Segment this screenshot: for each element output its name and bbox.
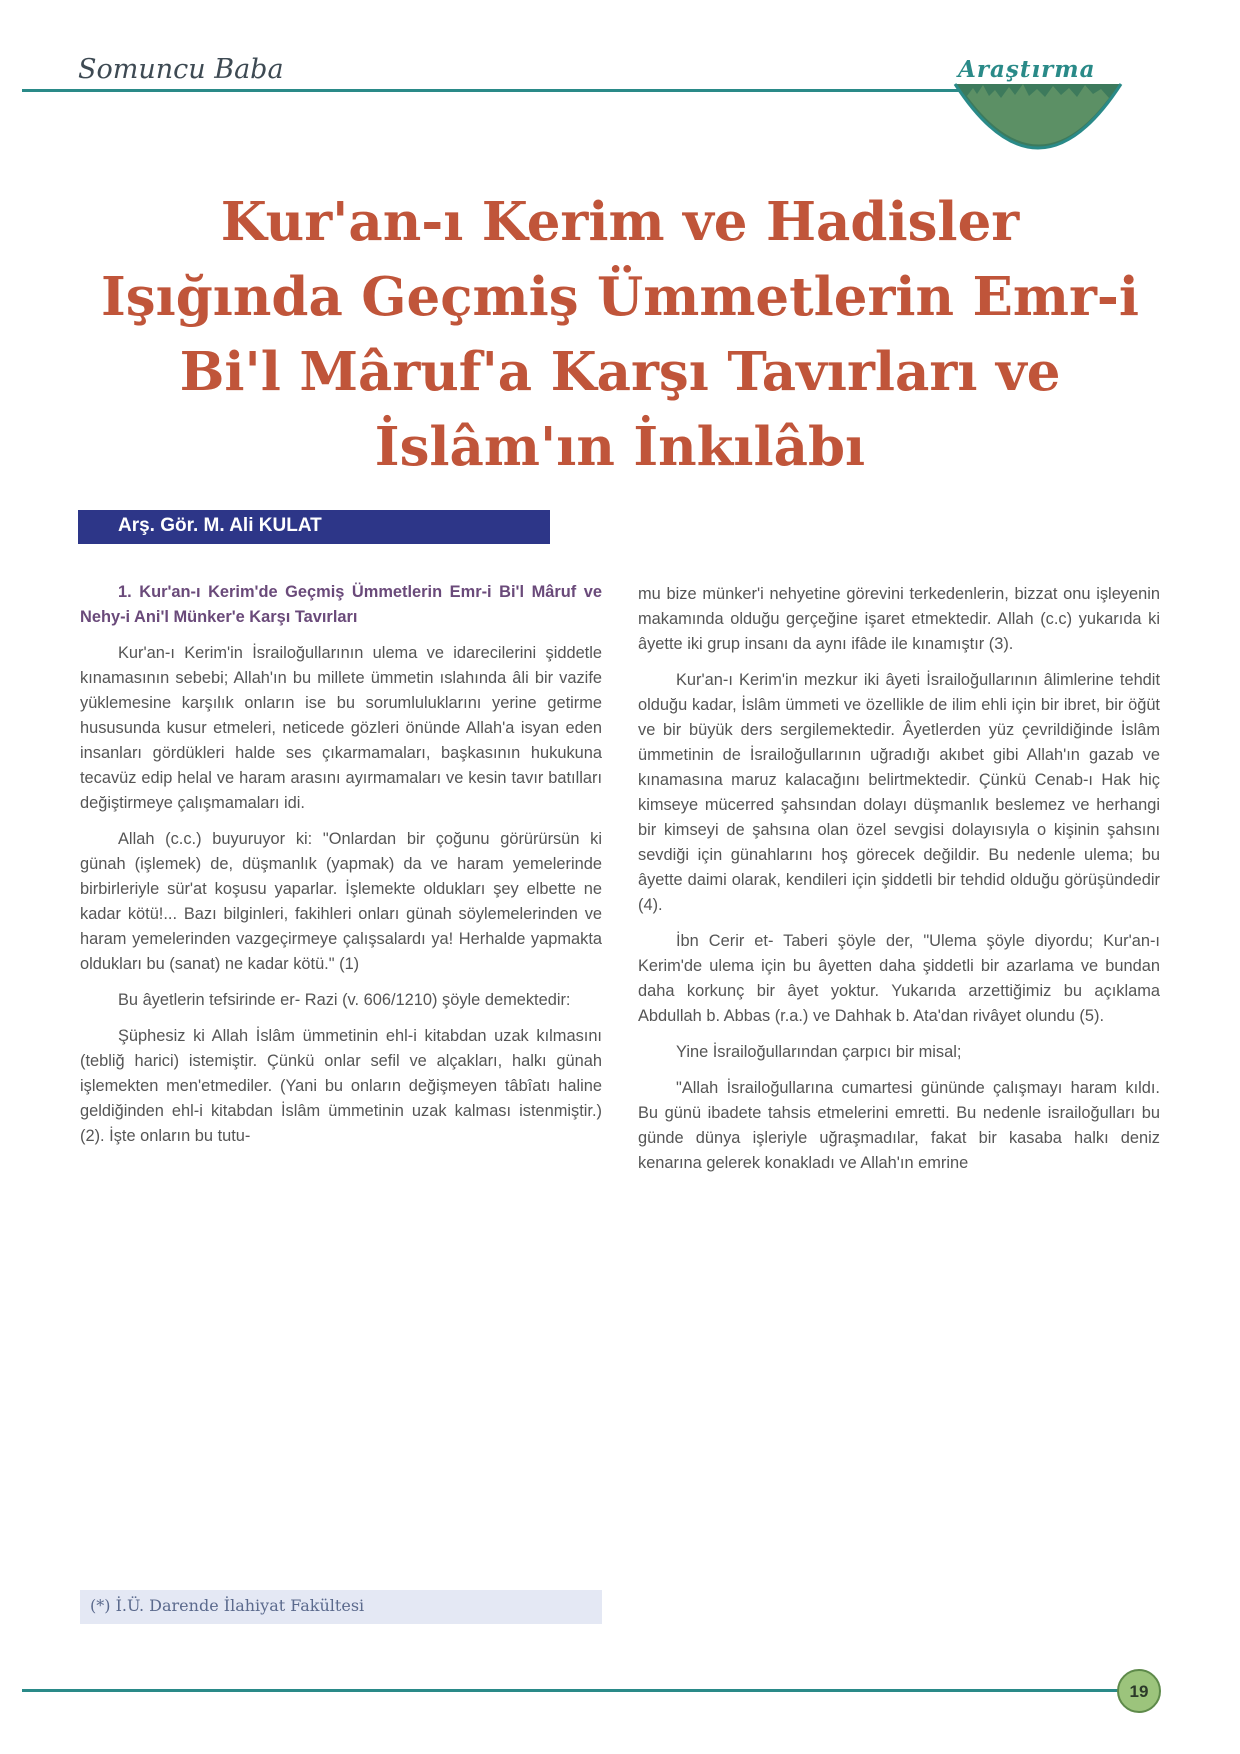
paragraph: "Allah İsrailoğullarına cumartesi gününde çalışmayı haram kıldı. Bu günü ibadete tahsis etmelerini emretti. Bu nedenle israiloğulları bu günde dünya işleriyle uğraşmadılar, fakat bir kasaba halkı deniz kenarına gelerek konakladı ve Allah'ın emrine [638,1079,1160,1172]
paragraph: Şüphesiz ki Allah İslâm ümmetinin ehl-i kitabdan uzak kılmasını (tebliğ harici) istemiştir. Çünkü onlar sefil ve alçakları, halkı günah işlemekten men'etmediler. (Yani bu onların değişmeyen tâbîatı haline geldiğinden ehl-i kitabdan İslâm ümmetinin uzak kalması istenmiştir.) (2). İşte onların bu tutu- [80,1027,602,1145]
author-name: Arş. Gör. M. Ali KULAT [118,515,322,536]
magazine-name: Somuncu Baba [78,54,284,85]
title-line: Kur'an-ı Kerim ve Hadisler [220,191,1020,253]
left-column [80,580,602,1160]
paragraph-continuation: mu bize münker'i nehyetine görevini terkedenlerin, bizzat onu işleyenin makamında olduğu gerçeğine işaret etmektedir. Allah (c.c) yukarıda ki âyette iki grup insanı da aynı ifâde ile kınamıştır (3). [638,585,1160,653]
title-line: İslâm'ın İnkılâbı [374,416,866,478]
paragraph: İbn Cerir et- Taberi şöyle der, "Ulema şöyle diyordu; Kur'an-ı Kerim'de ulema için bu âyetten daha şiddetli bir azarlama ve bundan daha korkunç bir âyet yoktur. Yukarıda arzettiğimiz bu açıklama Abdullah b. Abbas (r.a.) ve Dahhak b. Ata'dan rivâyet olundu (5). [638,932,1160,1025]
paragraph: Kur'an-ı Kerim'in mezkur iki âyeti İsrailoğullarının âlimlerine tehdit olduğu kadar, İslâm ümmeti ve özellikle de ilim ehli için bir ibret, bir öğüt ve bir büyük ders sergilemektedir. Âyetlerden yüz çevrildiğinde İslâm ümmetinin de İsrailoğullarının uğradığı akıbet gibi Allah'ın gazab ve kınamasına maruz kalacağını belirtmektedir. Çünkü Cenab-ı Hak hiç kimseye mücerred şahsından dolayı düşmanlık beslemez ve herhangi bir kimseyi de şahsına olan özel sevgisi dolayısıyla o kişinin şahsını sevdiği için günahlarını hoş görecek değildir. Bu nedenle ulema; bu âyette daimi olarak, kendileri için şiddetli bir tehdid olduğu görüşündedir (4). [638,671,1160,914]
page-number-badge [1117,1669,1161,1713]
paragraph: Allah (c.c.) buyuruyor ki: "Onlardan bir çoğunu görürürsün ki günah (işlemek) de, düşmanlık (yapmak) da ve haram yemelerinde birbirleriyle sür'at koşusu yaparlar. İşlemekte oldukları şey elbette ne kadar kötü!... Bazı bilginleri, fakihleri onları günah söylemelerinden ve haram yemelerinden vazgeçirmeye çalışsalardı ya! Herhalde yapmakta oldukları bu (sanat) ne kadar kötü." (1) [80,830,602,973]
author-bar [78,510,550,544]
title-line: Bi'l Mâruf'a Karşı Tavırları ve [179,341,1061,403]
footnote: (*) İ.Ü. Darende İlahiyat Fakültesi [90,1596,365,1615]
footnote-box [80,1590,602,1624]
page-number: 19 [1129,1682,1149,1701]
city-skyline-emblem [953,82,1123,162]
article-title [80,185,1160,485]
right-column [638,582,1160,1187]
section-heading: 1. Kur'an-ı Kerim'de Geçmiş Ümmetlerin Emr-i Bi'l Mâruf ve Nehy-i Ani'l Münker'e Karşı Tavırları [80,583,602,626]
title-line: Işığında Geçmiş Ümmetlerin Emr-i [100,266,1140,328]
paragraph: Bu âyetlerin tefsirinde er- Razi (v. 606/1210) şöyle demektedir: [118,991,571,1009]
paragraph: Kur'an-ı Kerim'in İsrailoğullarının ulema ve idarecilerini şiddetle kınamasının sebebi; Allah'ın bu millete ümmetin ıslahında âli bir vazife yüklemesine karşılık onların ise bu sorumluluklarını yerine getirme hususunda kusur etmeleri, neticede gözleri önünde Allah'a isyan eden insanları gördükleri halde ses çıkarmamaları, başkasının hukukuna tecavüz edip helal ve haram arasını ayırmamaları ve kesin tavır batılları değiştirmeye çalışmamaları idi. [80,644,602,812]
paragraph: Yine İsrailoğullarından çarpıcı bir misal; [676,1043,962,1061]
header-rule [22,89,962,92]
footer-rule [22,1689,1130,1692]
section-label: Araştırma [958,56,1096,83]
